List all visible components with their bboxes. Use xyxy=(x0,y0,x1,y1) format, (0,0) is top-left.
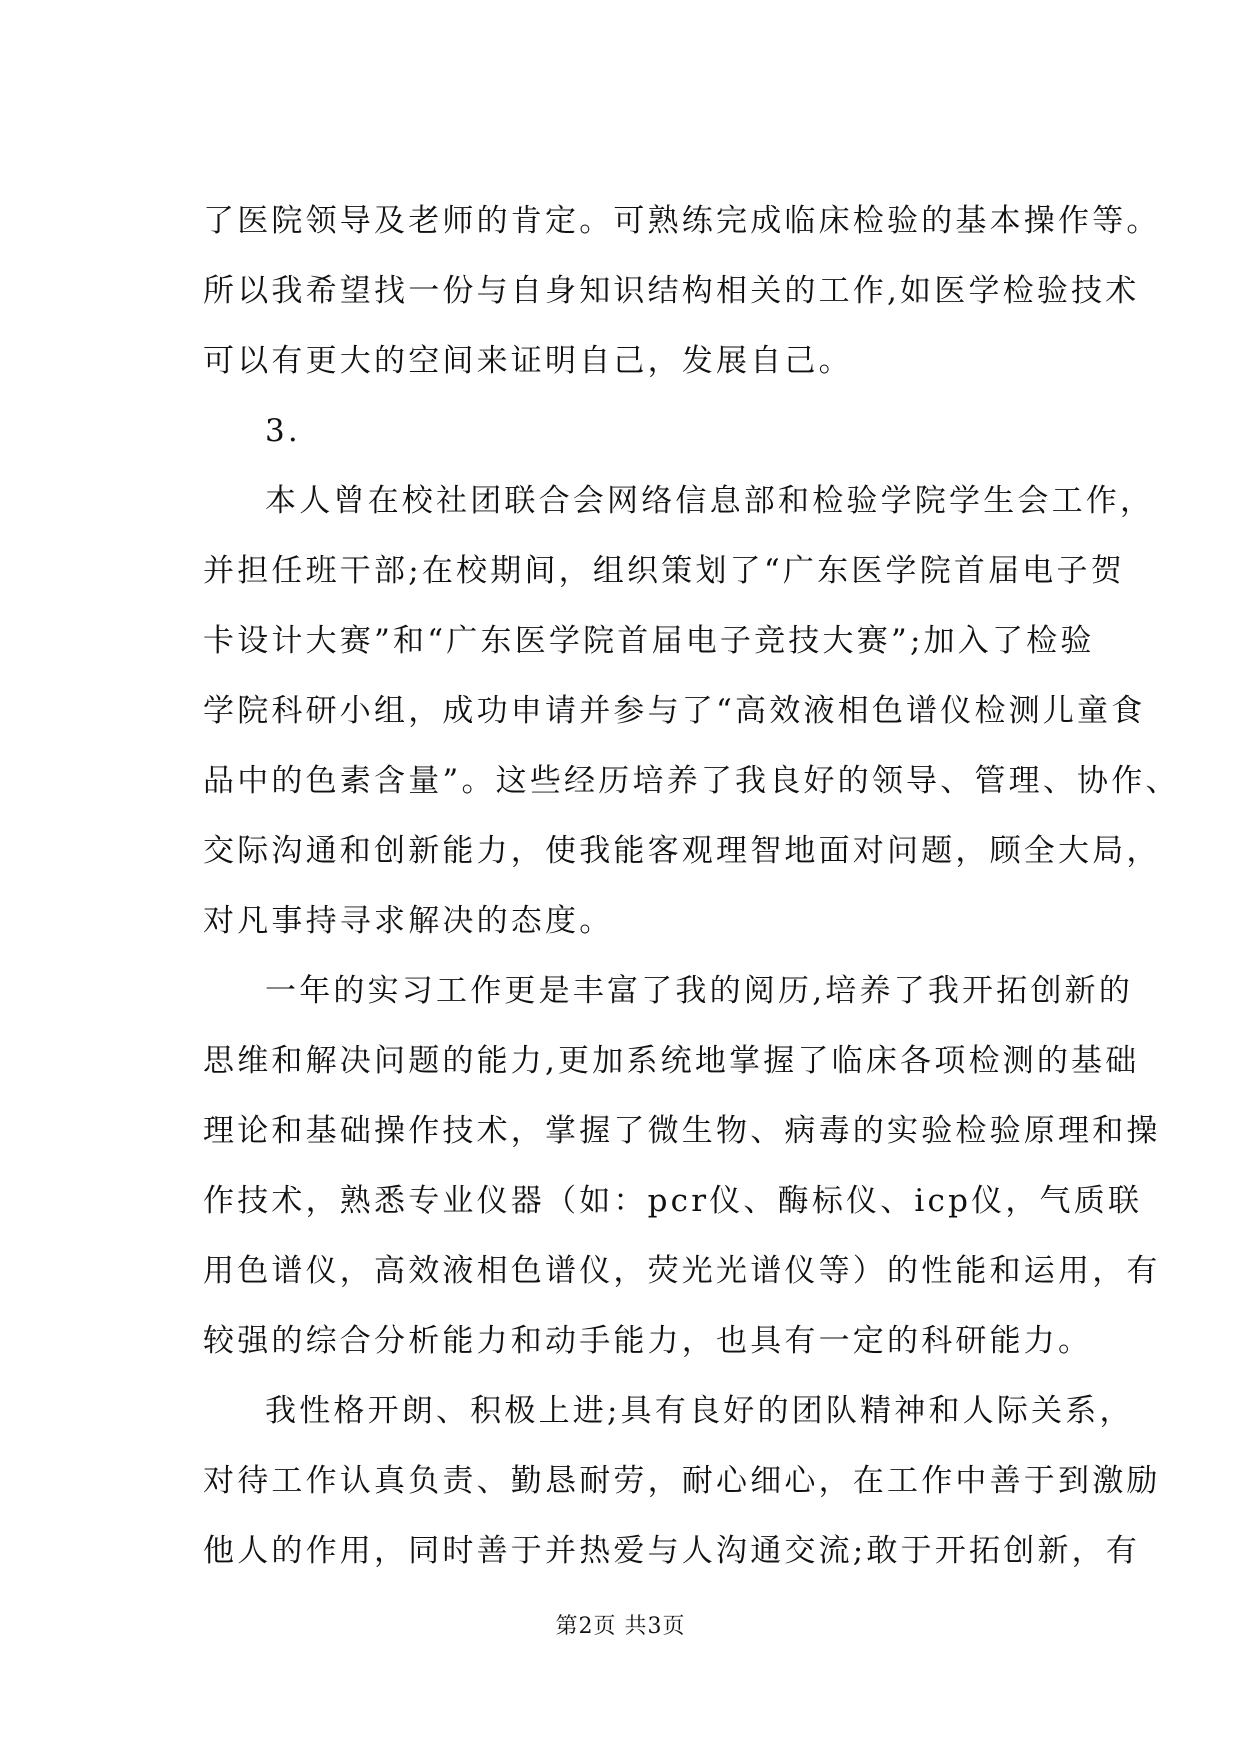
text-line: 对凡事持寻求解决的态度。 xyxy=(203,903,614,939)
text-line: 交际沟通和创新能力，使我能客观理智地面对问题，顾全大局， xyxy=(203,833,1161,869)
text-line: 作技术，熟悉专业仪器（如：pcr仪、酶标仪、icp仪，气质联 xyxy=(203,1183,1143,1219)
text-line: 卡设计大赛”和“广东医学院首届电子竞技大赛”;加入了检验 xyxy=(203,623,1095,659)
text-line: 所以我希望找一份与自身知识结构相关的工作,如医学检验技术 xyxy=(203,273,1140,309)
paragraph-start: 本人曾在校社团联合会网络信息部和检验学院学生会工作， xyxy=(265,483,1155,519)
page-number-label: 第2页 共3页 xyxy=(555,1614,686,1639)
paragraph-start: 我性格开朗、积极上进;具有良好的团队精神和人际关系， xyxy=(265,1393,1134,1429)
page-footer xyxy=(0,1612,1241,1642)
text-line: 学院科研小组，成功申请并参与了“高效液相色谱仪检测儿童食 xyxy=(203,693,1146,729)
text-line: 对待工作认真负责、勤恳耐劳，耐心细心，在工作中善于到激励 xyxy=(203,1463,1161,1499)
text-line: 思维和解决问题的能力,更加系统地掌握了临床各项检测的基础 xyxy=(203,1043,1140,1079)
text-line: 可以有更大的空间来证明自己，发展自己。 xyxy=(203,343,853,379)
paragraph-start: 一年的实习工作更是丰富了我的阅历,培养了我开拓创新的 xyxy=(265,973,1134,1009)
text-line: 较强的综合分析能力和动手能力，也具有一定的科研能力。 xyxy=(203,1323,1093,1359)
text-line: 了医院领导及老师的肯定。可熟练完成临床检验的基本操作等。 xyxy=(203,203,1161,239)
section-number: 3. xyxy=(265,413,301,449)
text-line: 用色谱仪，高效液相色谱仪，荧光光谱仪等）的性能和运用，有 xyxy=(203,1253,1161,1289)
text-line: 理论和基础操作技术，掌握了微生物、病毒的实验检验原理和操 xyxy=(203,1113,1161,1149)
text-line: 他人的作用，同时善于并热爱与人沟通交流;敢于开拓创新，有 xyxy=(203,1533,1141,1569)
document-body xyxy=(203,186,1180,1586)
text-line: 品中的色素含量”。这些经历培养了我良好的领导、管理、协作、 xyxy=(203,763,1180,799)
text-line: 并担任班干部;在校期间，组织策划了“广东医学院首届电子贺 xyxy=(203,553,1125,589)
